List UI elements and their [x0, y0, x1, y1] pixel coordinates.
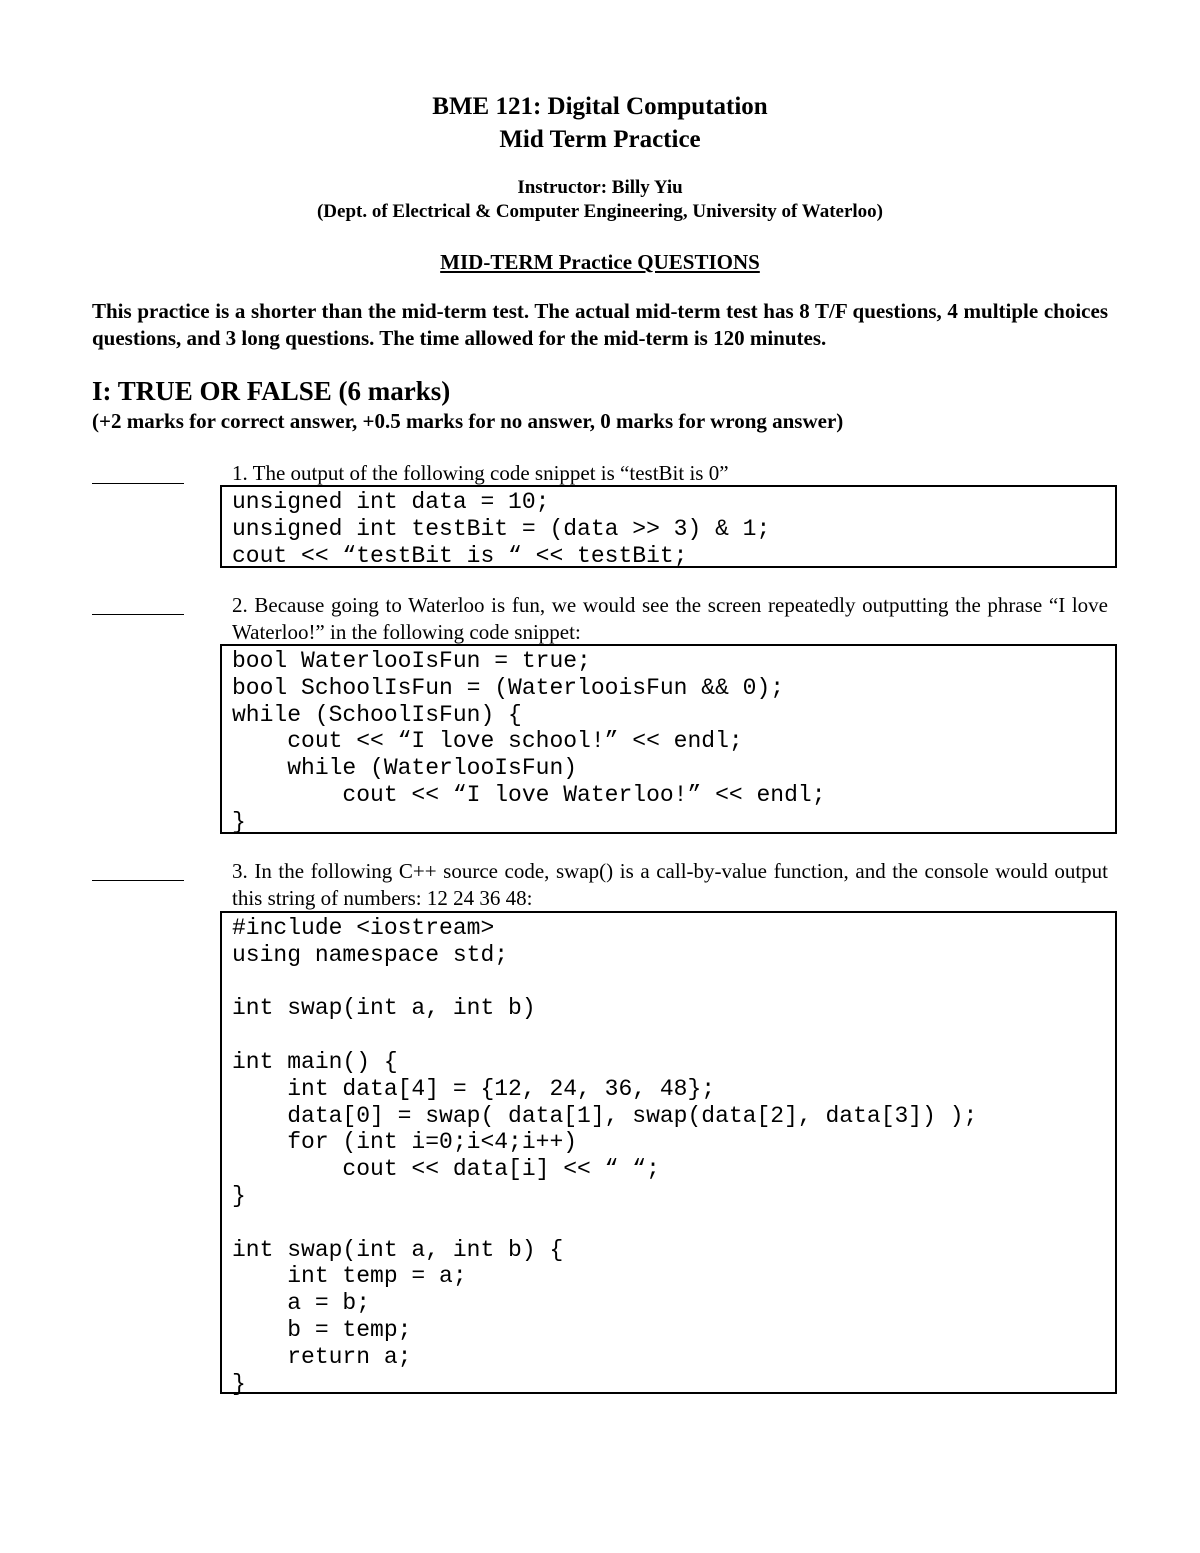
code-box-2 — [220, 644, 1117, 834]
code-snippet-3: #include <iostream> using namespace std; int swap(int a, int b) int main() { int data[4] = {12, 24, 36, 48}; data[0] = swap( data[1], swap(data[2], data[3]) ); for (int i=0;i<4;i++) cout << data[i] << “ “; } int swap(int a, int b) { int temp = a; a = b; b = temp; return a; } — [232, 915, 978, 1397]
code-box-1 — [220, 485, 1117, 568]
answer-blank-2[interactable] — [92, 614, 184, 615]
practice-subtitle: MID-TERM Practice QUESTIONS — [440, 250, 760, 274]
question-1-text: 1. The output of the following code snippet is “testBit is 0” — [232, 461, 729, 485]
section-title: I: TRUE OR FALSE (6 marks) — [92, 376, 451, 406]
course-title: BME 121: Digital Computation — [432, 93, 768, 120]
department-line: (Dept. of Electrical & Computer Engineering, University of Waterloo) — [316, 201, 884, 222]
answer-blank-3[interactable] — [92, 880, 184, 881]
instructor-line: Instructor: Billy Yiu — [517, 177, 683, 198]
marking-scheme: (+2 marks for correct answer, +0.5 marks for no answer, 0 marks for wrong answer) — [92, 409, 844, 433]
code-snippet-1: unsigned int data = 10; unsigned int testBit = (data >> 3) & 1; cout << “testBit is “ << testBit; — [232, 489, 771, 569]
question-3-text: 3. In the following C++ source code, swap() is a call-by-value function, and the console would output this string of numbers: 12 24 36 48: — [232, 859, 1108, 910]
answer-blank-1[interactable] — [92, 483, 184, 484]
code-snippet-2: bool WaterlooIsFun = true; bool SchoolIsFun = (WaterlooisFun && 0); while (SchoolIsFun) { cout << “I love school!” << endl; while (WaterlooIsFun) cout << “I love Waterloo!” << endl; } — [232, 648, 826, 835]
document-title: Mid Term Practice — [499, 126, 701, 153]
question-2-text: 2. Because going to Waterloo is fun, we would see the screen repeatedly outputting the phrase “I love Waterloo!” in the following code snippet: — [232, 593, 1108, 644]
code-box-3 — [220, 911, 1117, 1397]
intro-paragraph: This practice is a shorter than the mid-term test. The actual mid-term test has 8 T/F questions, 4 multiple choices questions, and 3 long questions. The time allowed for the mid-term is 120 minutes. — [92, 299, 1108, 350]
